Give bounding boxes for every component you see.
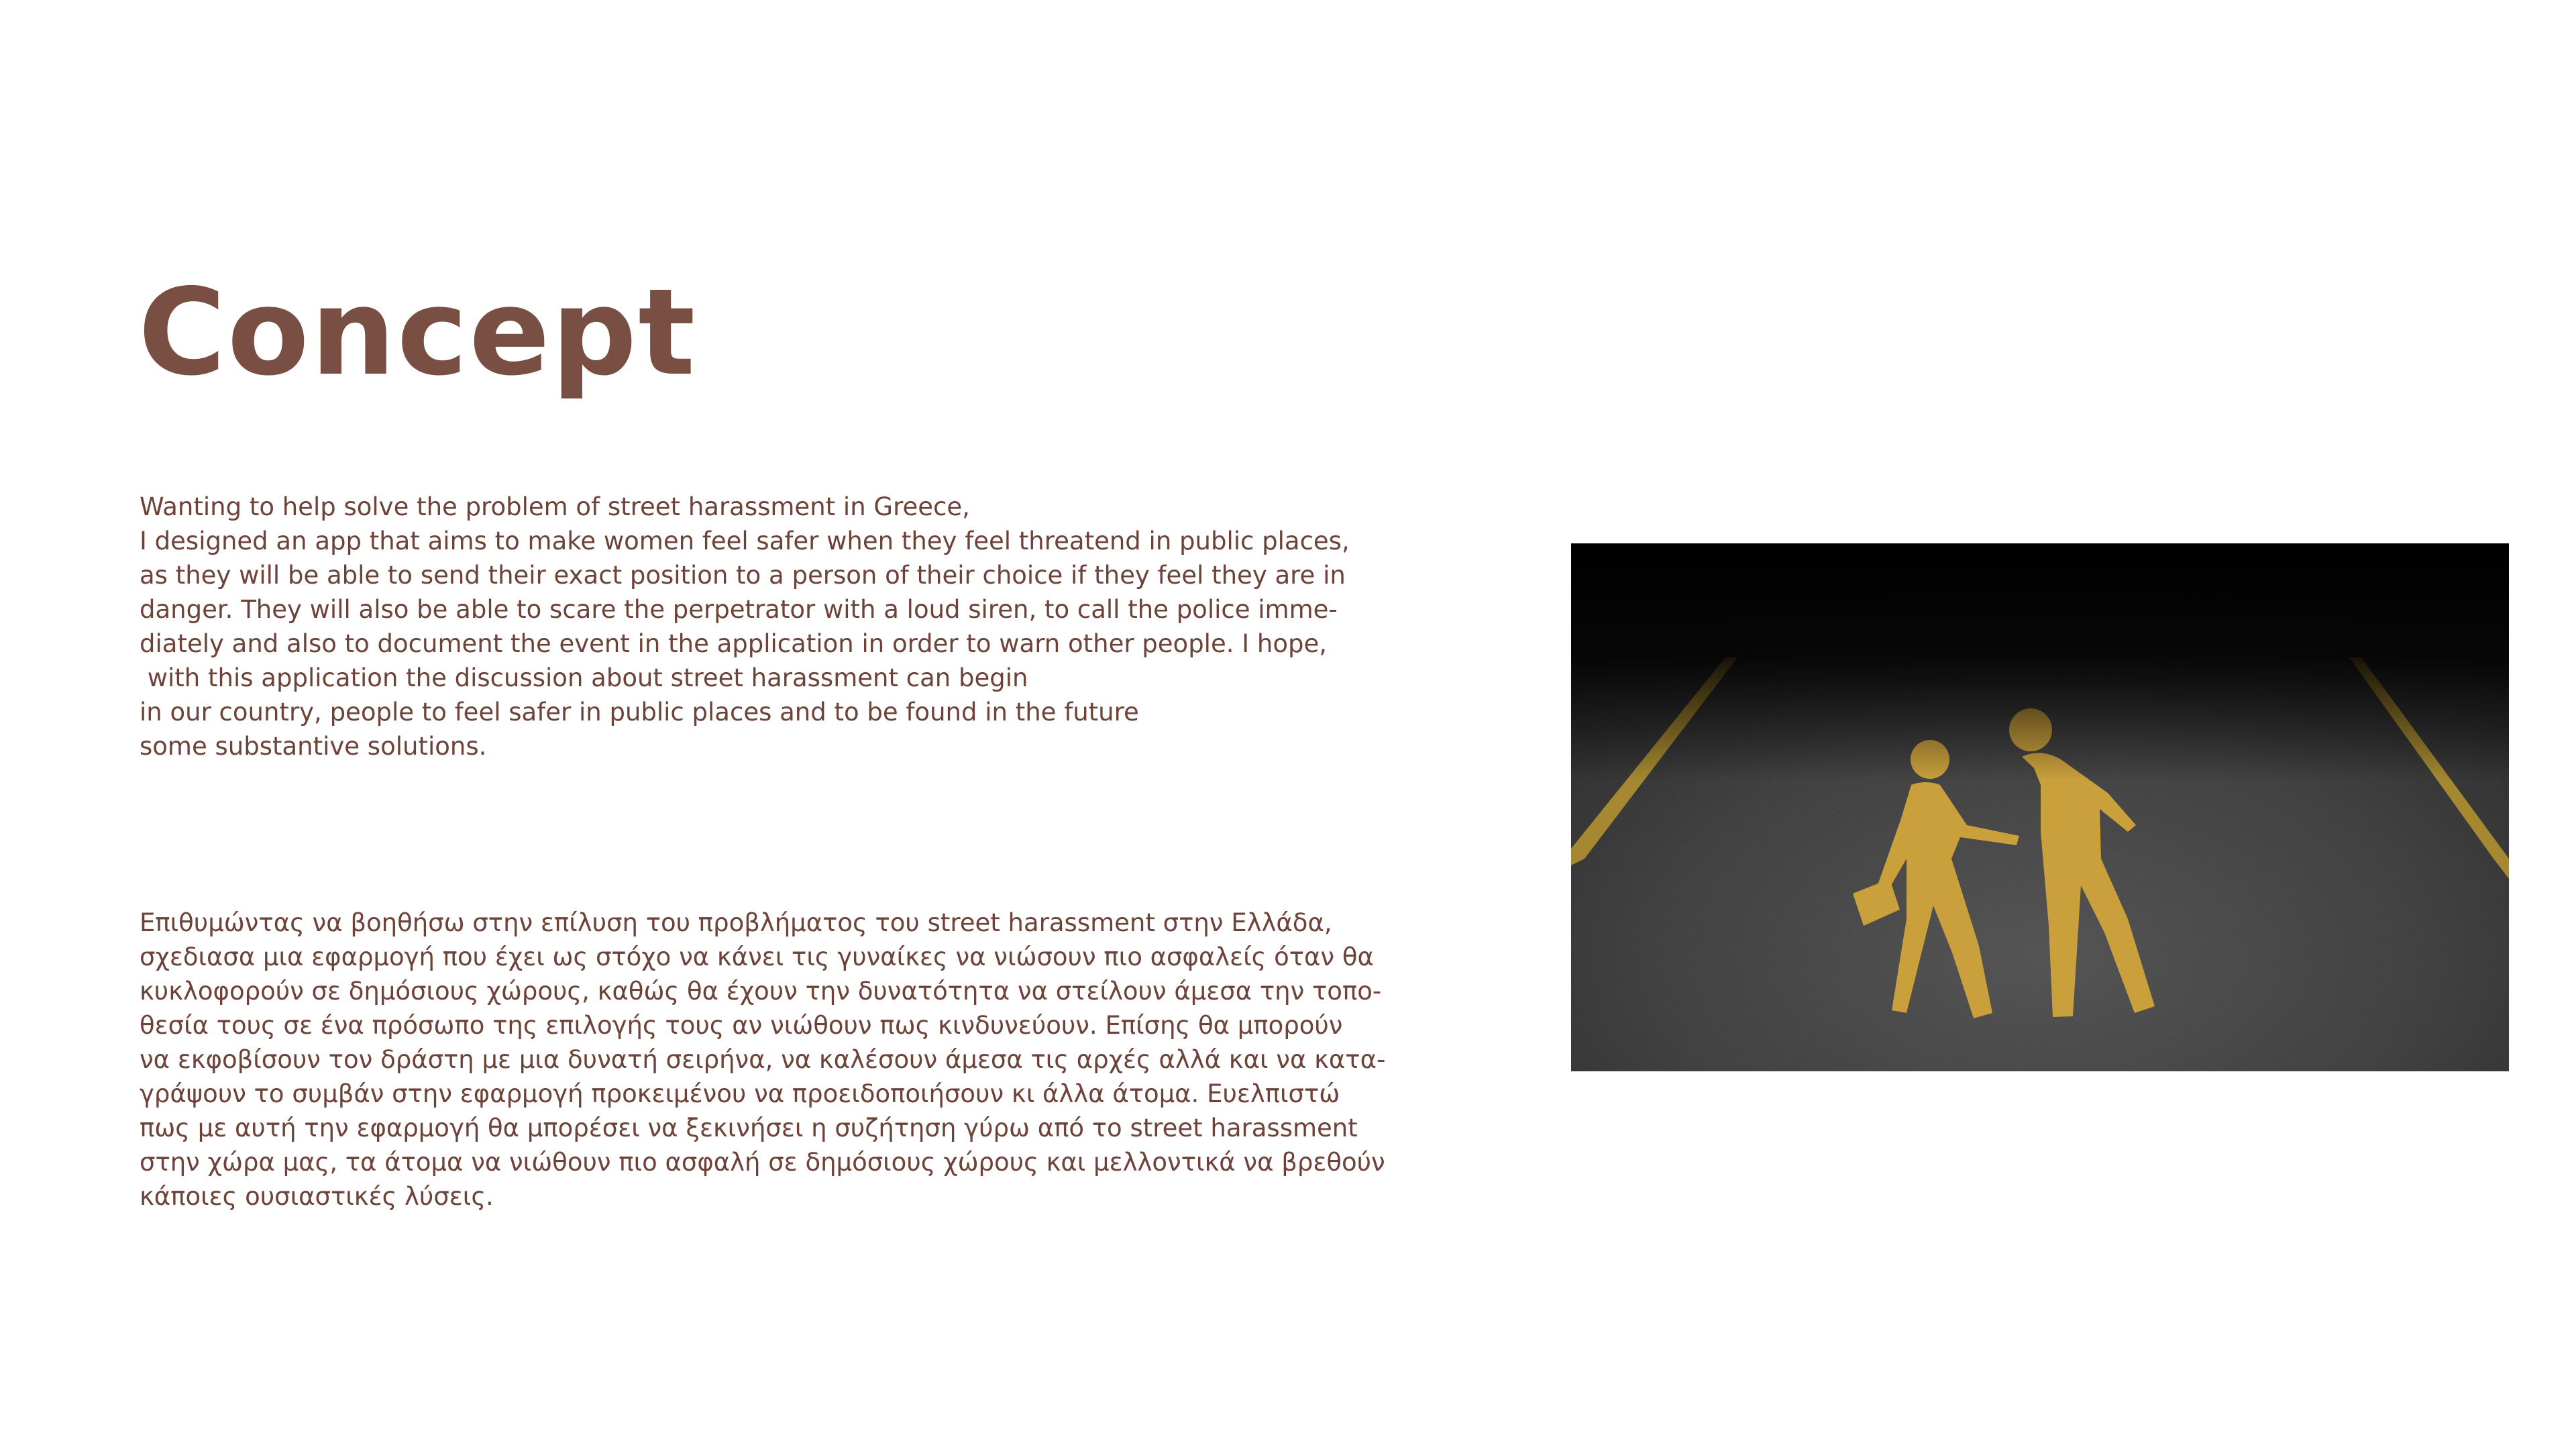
paragraph-line: danger. They will also be able to scare the perpetrator with a loud siren, to call the police imme-: [140, 595, 1338, 624]
paragraph-line: diately and also to document the event in the application in order to warn other people. I hope,: [140, 629, 1328, 658]
paragraph-line: some substantive solutions.: [140, 732, 487, 761]
road-photo-illustration: [1571, 543, 2509, 1071]
pedestrian-road-marking-photo: [1571, 543, 2509, 1071]
paragraph-line: κάποιες ουσιαστικές λύσεις.: [140, 1182, 494, 1211]
paragraph-line: κυκλοφορούν σε δημόσιους χώρους, καθώς θα έχουν την δυνατότητα να στείλουν άμεσα την τοπο-: [140, 977, 1382, 1006]
paragraph-line: as they will be able to send their exact position to a person of their choice if they feel they are in: [140, 561, 1346, 590]
paragraph-line: Wanting to help solve the problem of street harassment in Greece,: [140, 492, 970, 521]
paragraph-line: γράψουν το συμβάν στην εφαρμογή προκειμένου να προειδοποιήσουν κι άλλα άτομα. Ευελπιστώ: [140, 1079, 1340, 1108]
paragraph-line: Επιθυμώντας να βοηθήσω στην επίλυση του προβλήματος του street harassment στην Ελλάδα,: [140, 908, 1332, 937]
page-title: Concept: [138, 263, 697, 402]
paragraph-line: σχεδιασα μια εφαρμογή που έχει ως στόχο να κάνει τις γυναίκες να νιώσουν πιο ασφαλείς όταν θα: [140, 943, 1374, 971]
concept-paragraph-greek: [140, 906, 1414, 1214]
paragraph-line: I designed an app that aims to make women feel safer when they feel threatend in public places,: [140, 527, 1350, 555]
paragraph-line: with this application the discussion about street harassment can begin: [140, 663, 1028, 692]
paragraph-line: να εκφοβίσουν τον δράστη με μια δυνατή σειρήνα, να καλέσουν άμεσα τις αρχές αλλά και να κατα-: [140, 1045, 1386, 1074]
paragraph-line: στην χώρα μας, τα άτομα να νιώθουν πιο ασφαλή σε δημόσιους χώρους και μελλοντικά να βρεθούν: [140, 1148, 1385, 1177]
paragraph-line: πως με αυτή την εφαρμογή θα μπορέσει να ξεκινήσει η συζήτηση γύρω από το street harassment: [140, 1114, 1358, 1142]
concept-paragraph-english: [140, 490, 1414, 763]
top-shadow: [1571, 543, 2509, 1071]
paragraph-line: θεσία τους σε ένα πρόσωπο της επιλογής τους αν νιώθουν πως κινδυνεύουν. Επίσης θα μπορούν: [140, 1011, 1343, 1040]
paragraph-line: in our country, people to feel safer in public places and to be found in the future: [140, 698, 1139, 727]
